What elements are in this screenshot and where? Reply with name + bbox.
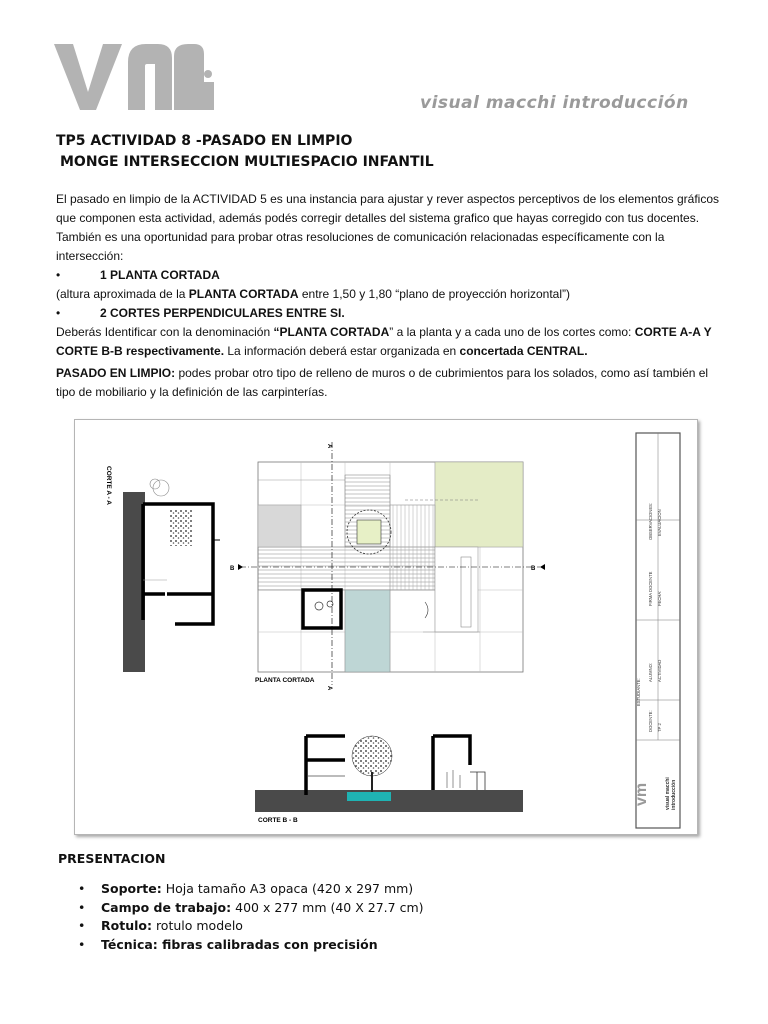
rotulo-actividad: ACTIVIDAD — [657, 659, 662, 682]
instructions — [56, 190, 720, 402]
vm-logo — [54, 42, 216, 112]
title-line-1: TP5 ACTIVIDAD 8 -PASADO EN LIMPIO — [56, 133, 353, 149]
mark-a-top: A — [326, 444, 332, 449]
mark-b-right: B — [531, 566, 536, 572]
list-item: • Rotulo: rotulo modelo — [78, 918, 243, 933]
drawing-sheet — [74, 419, 698, 835]
planta-note — [56, 285, 720, 304]
rotulo-estudiante: ESTUDIANTE: — [636, 678, 641, 706]
planta-label: PLANTA CORTADA — [255, 677, 315, 684]
id-6: concertada CENTRAL. — [459, 344, 588, 358]
note-post: entre 1,50 y 1,80 “plano de proyección horizontal”) — [298, 287, 571, 301]
corte-aa-label: CORTE A - A — [105, 466, 112, 505]
list-item: • Soporte: Hoja tamaño A3 opaca (420 x 297 mm) — [78, 881, 414, 896]
rotulo-observaciones: OBSERVACIONES: — [648, 502, 653, 540]
id-4: CORTE A-A Y CORTE B-B respectivamente. — [56, 325, 712, 358]
page-title — [56, 131, 434, 173]
floor-plan — [230, 442, 545, 691]
limpio-text: podes probar otro tipo de relleno de muros o de cubrimientos para los solados, como así también el tipo de mobiliario y la definición de las carpinterías. — [56, 366, 709, 399]
limpio-paragraph — [56, 364, 720, 402]
tree-bb — [352, 736, 392, 776]
presentacion-heading: PRESENTACION — [58, 851, 166, 866]
rotulo-fecha: FECHA: — [657, 590, 662, 606]
list-item: • Campo de trabajo: 400 x 277 mm (40 X 27.7 cm) — [78, 899, 424, 915]
rotulo-firma: FIRMA DOCENTE — [648, 571, 653, 606]
water-bb — [347, 792, 391, 801]
corte-bb-label: CORTE B - B — [258, 817, 298, 824]
rotulo-evaluacion: EVALUACION — [657, 509, 662, 536]
list-item: • Técnica: fibras calibradas con precisión — [78, 936, 378, 952]
teal-pool — [345, 590, 390, 672]
bullet-planta — [56, 266, 720, 285]
section-bb — [255, 736, 523, 824]
id-5: La información deberá estar organizada en — [224, 344, 460, 358]
rotulo-tp: TP 2 — [657, 723, 662, 732]
intro-paragraph: El pasado en limpio de la ACTIVIDAD 5 es una instancia para ajustar y rever aspectos perceptivos de los elementos gráficos que componen esta actividad, además podés corregir detalles del sistema grafico que hayas corregido con tus docentes. También es una oportunidad para probar otras resoluciones de comunicación relacionadas específicamente con la intersección: — [56, 192, 720, 263]
identify-paragraph — [56, 323, 720, 361]
title-line-2: MONGE INTERSECCION MULTIESPACIO INFANTIL — [60, 154, 434, 170]
green-patio — [435, 462, 523, 547]
rotulo-alumno: ALUMNO: — [648, 662, 653, 682]
bullet-dot: • — [56, 306, 61, 320]
rotulo-footer-2: introducción — [671, 779, 677, 810]
id-3: ” a la planta y a cada uno de los cortes como: — [389, 325, 635, 339]
architectural-drawing — [75, 420, 697, 834]
mark-b-left: B — [230, 566, 235, 572]
section-aa — [105, 466, 220, 672]
id-2: “PLANTA CORTADA — [273, 325, 390, 339]
presentacion-list — [78, 880, 424, 954]
bullet-dot: • — [56, 268, 61, 282]
brand-tagline: visual macchi introducción — [420, 93, 689, 113]
rotulo-logo: vm — [633, 782, 650, 806]
note-bold: PLANTA CORTADA — [188, 287, 299, 301]
rotulo-docente: DOCENTE: — [648, 710, 653, 732]
rotulo-footer-1: visual macchi — [665, 777, 671, 810]
limpio-label: PASADO EN LIMPIO: — [56, 366, 176, 380]
title-block — [633, 433, 680, 828]
id-1: Deberás Identificar con la denominación — [56, 325, 274, 339]
mark-a-bottom: A — [326, 686, 332, 691]
bullet-cortes — [56, 304, 720, 323]
bullet-cortes-text: 2 CORTES PERPENDICULARES ENTRE SI. — [100, 306, 345, 320]
note-pre: (altura aproximada de la — [56, 287, 189, 301]
bullet-planta-text: 1 PLANTA CORTADA — [100, 268, 220, 282]
vegetation-aa — [170, 510, 192, 546]
